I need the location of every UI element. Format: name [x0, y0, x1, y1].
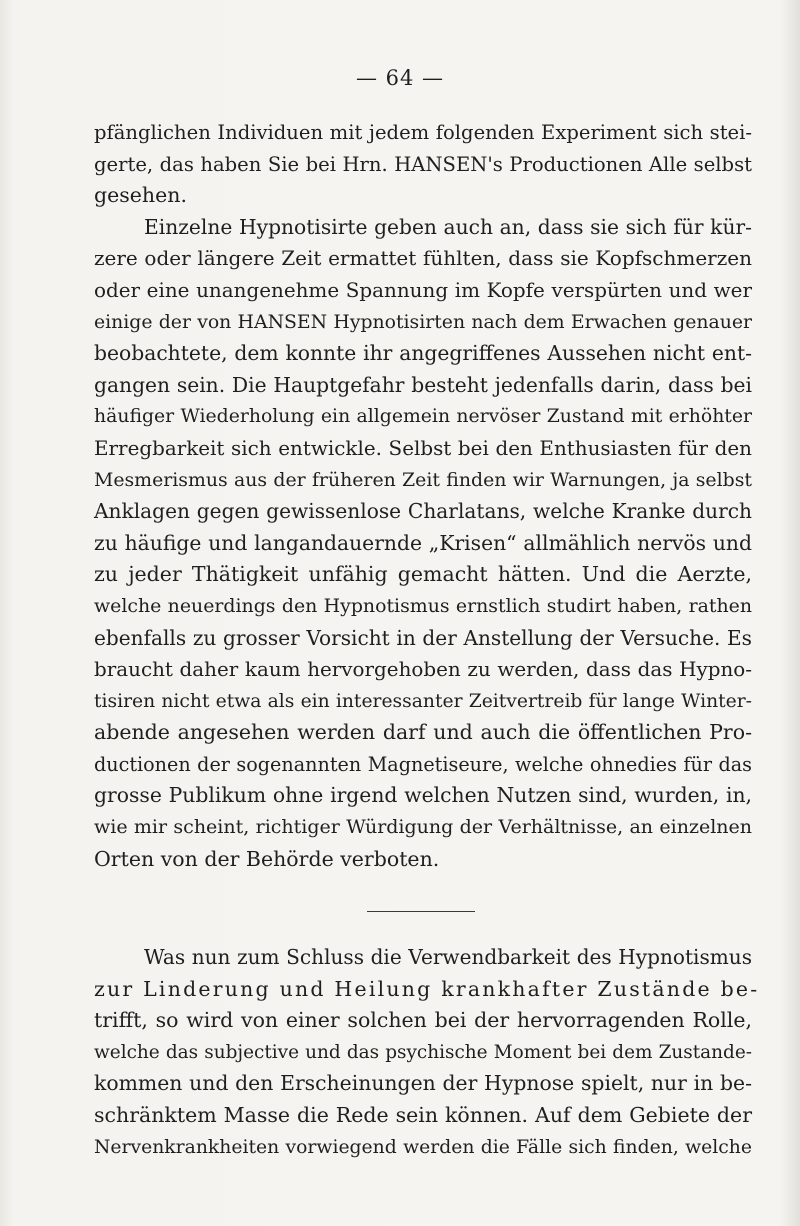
text-line: kommen und den Erscheinungen der Hypnose spielt, nur in be-: [94, 1071, 752, 1096]
text-line: Orten von der Behörde verboten.: [94, 846, 440, 871]
text-line: häufiger Wiederholung ein allgemein nervöser Zustand mit erhöhter: [94, 406, 752, 428]
text-line: pfänglichen Individuen mit jedem folgenden Experiment sich stei-: [94, 121, 752, 144]
text-line: gesehen.: [94, 183, 187, 208]
text-line: wie mir scheint, richtiger Würdigung der Verhältnisse, an einzelnen: [94, 816, 752, 839]
text-line: Erregbarkeit sich entwickle. Selbst bei den Enthusiasten für den: [94, 436, 752, 460]
text-line: Nervenkrankheiten vorwiegend werden die Fälle sich finden, welche: [94, 1136, 752, 1158]
text-line: trifft, so wird von einer solchen bei der hervorragenden Rolle,: [94, 1008, 752, 1033]
text-line: ebenfalls zu grosser Vorsicht in der Anstellung der Versuche. Es: [94, 625, 752, 650]
text-line: abende angesehen werden darf und auch die öffentlichen Pro-: [94, 720, 752, 745]
section-divider: [367, 911, 475, 912]
text-line: gangen sein. Die Hauptgefahr besteht jedenfalls darin, dass bei: [94, 372, 752, 397]
text-line: grosse Publikum ohne irgend welchen Nutzen sind, wurden, in,: [94, 783, 752, 808]
text-line: braucht daher kaum hervorgehoben zu werden, dass das Hypno-: [94, 658, 752, 682]
text-line: Anklagen gegen gewissenlose Charlatans, welche Kranke durch: [94, 499, 752, 524]
main-text-block: [94, 117, 752, 875]
text-line: gerte, das haben Sie bei Hrn. HANSEN's Productionen Alle selbst: [94, 152, 752, 176]
text-line-emphasized: zur Linderung und Heilung krankhafter Zustände be-: [94, 976, 760, 1001]
text-line: Mesmerismus aus der früheren Zeit finden wir Warnungen, ja selbst: [94, 468, 752, 491]
text-line: welche neuerdings den Hypnotismus ernstlich studirt haben, rathen: [94, 594, 752, 617]
text-line: zu häufige und langandauernde „Krisen“ allmählich nervös und: [94, 530, 752, 555]
therapy-text-block: [94, 942, 760, 1163]
text-line: welche das subjective und das psychische Moment bei dem Zustande-: [94, 1041, 752, 1063]
page-number: — 64 —: [355, 66, 445, 90]
paragraph-continuation: [94, 117, 752, 212]
text-line: zere oder längere Zeit ermattet fühlten, dass sie Kopfschmerzen: [94, 246, 752, 271]
text-line: Was nun zum Schluss die Verwendbarkeit des Hypnotismus: [144, 945, 752, 969]
text-line: ductionen der sogenannten Magnetiseure, welche ohnedies für das: [94, 752, 752, 776]
text-line: tisiren nicht etwa als ein interessanter Zeitvertreib für lange Winter-: [94, 690, 752, 712]
paragraph-therapy: [94, 942, 760, 1163]
text-line: Einzelne Hypnotisirte geben auch an, dass sie sich für kür-: [144, 214, 752, 239]
text-line: schränktem Masse die Rede sein können. Auf dem Gebiete der: [94, 1102, 752, 1127]
text-line: zu jeder Thätigkeit unfähig gemacht hätten. Und die Aerzte,: [94, 562, 752, 587]
paragraph-dangers: [94, 212, 752, 875]
text-line: einige der von HANSEN Hypnotisirten nach dem Erwachen genauer: [94, 311, 752, 333]
text-line: oder eine unangenehme Spannung im Kopfe verspürten und wer: [94, 278, 752, 302]
text-line: beobachtete, dem konnte ihr angegriffenes Aussehen nicht ent-: [94, 341, 752, 366]
